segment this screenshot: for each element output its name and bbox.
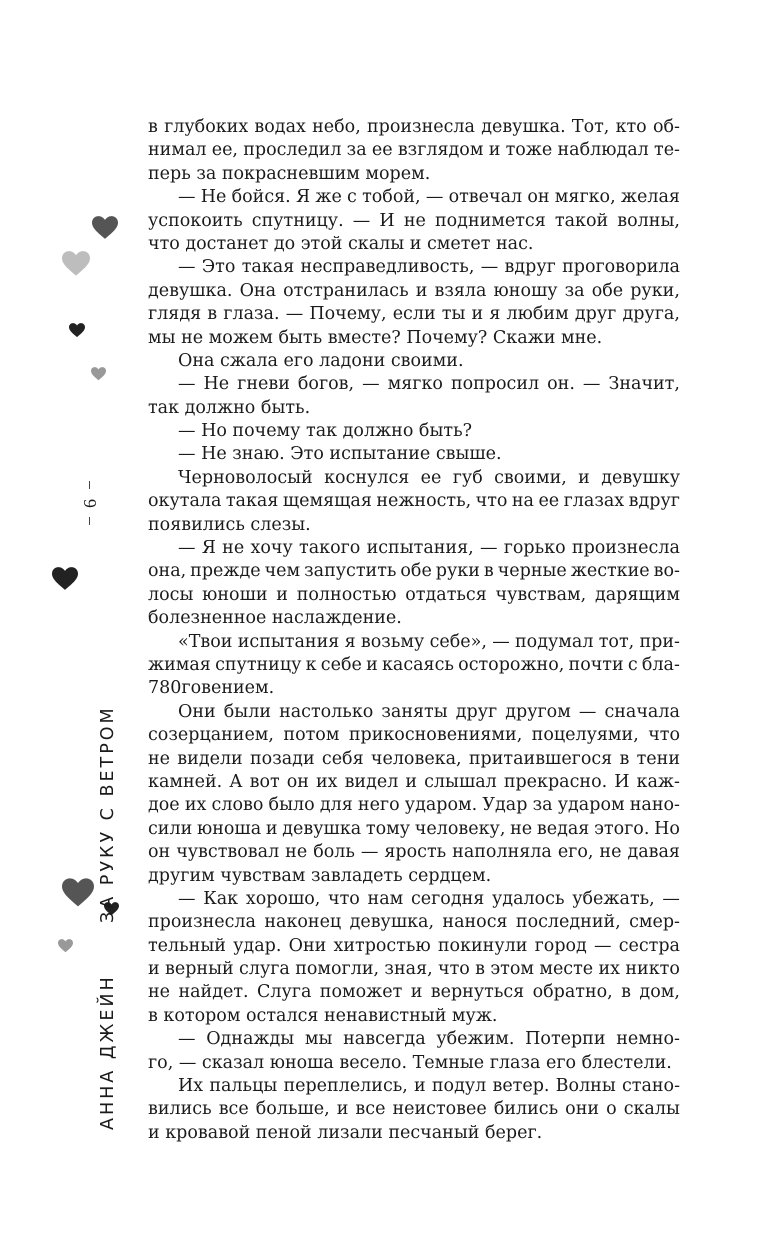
text-line: Они были настолько заняты друг другом — сначала [178, 701, 680, 722]
text-line: Она сжала его ладони своими. [178, 350, 464, 371]
heart-icon [92, 216, 118, 240]
running-header [98, 705, 118, 1130]
heart-icon [69, 323, 85, 338]
text-line: не видели позади себя человека, притаившегося в тени [148, 748, 680, 769]
text-line: не найдет. Слуга поможет и вернуться обратно, в дом, [148, 982, 680, 1003]
text-line: девушка. Она отстранилась и взяла юношу за обе руки, [148, 280, 680, 301]
heart-icon [58, 939, 73, 953]
text-line: — Однажды мы навсегда убежим. Потерпи немно- [178, 1029, 680, 1050]
text-line: в глубоких водах небо, произнесла девушка. Тот, кто об- [148, 117, 680, 137]
heart-icon [52, 567, 78, 591]
page-margin [0, 0, 140, 1241]
text-line: так должно быть. [148, 397, 311, 418]
text-line: го, — сказал юноша весело. Темные глаза его блестели. [148, 1052, 672, 1073]
heart-icon [62, 878, 94, 908]
text-line: другим чувствам завладеть сердцем. [148, 865, 492, 886]
text-line: жимая спутницу к себе и касаясь осторожно, почти с бла- [148, 654, 680, 675]
text-line: что достанет до этой скалы и сметет нас. [148, 233, 534, 254]
text-line: дое их слово было для него ударом. Удар за ударом нано- [148, 795, 680, 816]
text-line: 780говением. [148, 678, 275, 699]
text-line: сили юноша и девушка тому человеку, не ведая этого. Но [148, 818, 680, 839]
text-line: лосы юноши и полностью отдаться чувствам, дарящим [148, 584, 680, 605]
text-line: созерцанием, потом прикосновениями, поцелуями, что [148, 725, 680, 746]
text-line: — Это такая несправедливость, — вдруг проговорила [178, 257, 680, 278]
text-line: — Но почему так должно быть? [178, 421, 472, 442]
text-line: успокоить спутницу. — И не поднимется такой волны, [148, 210, 680, 231]
text-line: произнесла наконец девушка, нанося последний, смер- [148, 912, 680, 933]
text-line: она, прежде чем запустить обе руки в черные жесткие во- [148, 561, 680, 582]
text-line: окутала такая щемящая нежность, что на ее глазах вдруг [148, 491, 680, 512]
text-line: камней. А вот он их видел и слышал прекрасно. И каж- [148, 771, 680, 792]
body-text [148, 116, 680, 1145]
text-line: и кровавой пеной лизали песчаный берег. [148, 1122, 543, 1143]
book-author: АННА ДЖЕЙН [98, 974, 118, 1130]
page-number: 6 [80, 483, 100, 523]
text-line: глядя в глаза. — Почему, если ты и я любим друг друга, [148, 304, 680, 325]
text-line: тельный удар. Они хитростью покинули город — сестра [148, 935, 680, 956]
heart-icon [62, 251, 90, 277]
text-line: вились все больше, и все неистовее бились они о скалы [148, 1099, 680, 1120]
text-line: — Не бойся. Я же с тобой, — отвечал он мягко, желая [178, 187, 680, 208]
text-line: Их пальцы переплелись, и подул ветер. Волны стано- [178, 1076, 680, 1097]
text-line: болезненное наслаждение. [148, 608, 402, 629]
book-title: ЗА РУКУ С ВЕТРОМ [98, 705, 118, 923]
text-line: появились слезы. [148, 514, 311, 535]
heart-icon [91, 367, 106, 381]
text-line: в котором остался ненавистный муж. [148, 1005, 498, 1026]
text-line: — Я не хочу такого испытания, — горько произнесла [178, 538, 680, 559]
text-line: нимал ее, проследил за ее взглядом и тоже наблюдал те- [148, 140, 680, 161]
text-line: — Не гневи богов, — мягко попросил он. — Значит, [178, 374, 680, 395]
text-line: перь за покрасневшим морем. [148, 163, 431, 184]
text-line: — Не знаю. Это испытание свыше. [178, 444, 502, 465]
text-line: — Как хорошо, что нам сегодня удалось убежать, — [178, 888, 680, 909]
text-line: Черноволосый коснулся ее губ своими, и девушку [178, 467, 680, 488]
text-line: «Твои испытания я возьму себе», — подумал тот, при- [178, 631, 680, 652]
text-line: он чувствовал не боль — ярость наполняла его, не давая [148, 842, 680, 863]
text-line: мы не можем быть вместе? Почему? Скажи мне. [148, 327, 603, 348]
text-line: и верный слуга помогли, зная, что в этом месте их никто [148, 959, 680, 980]
